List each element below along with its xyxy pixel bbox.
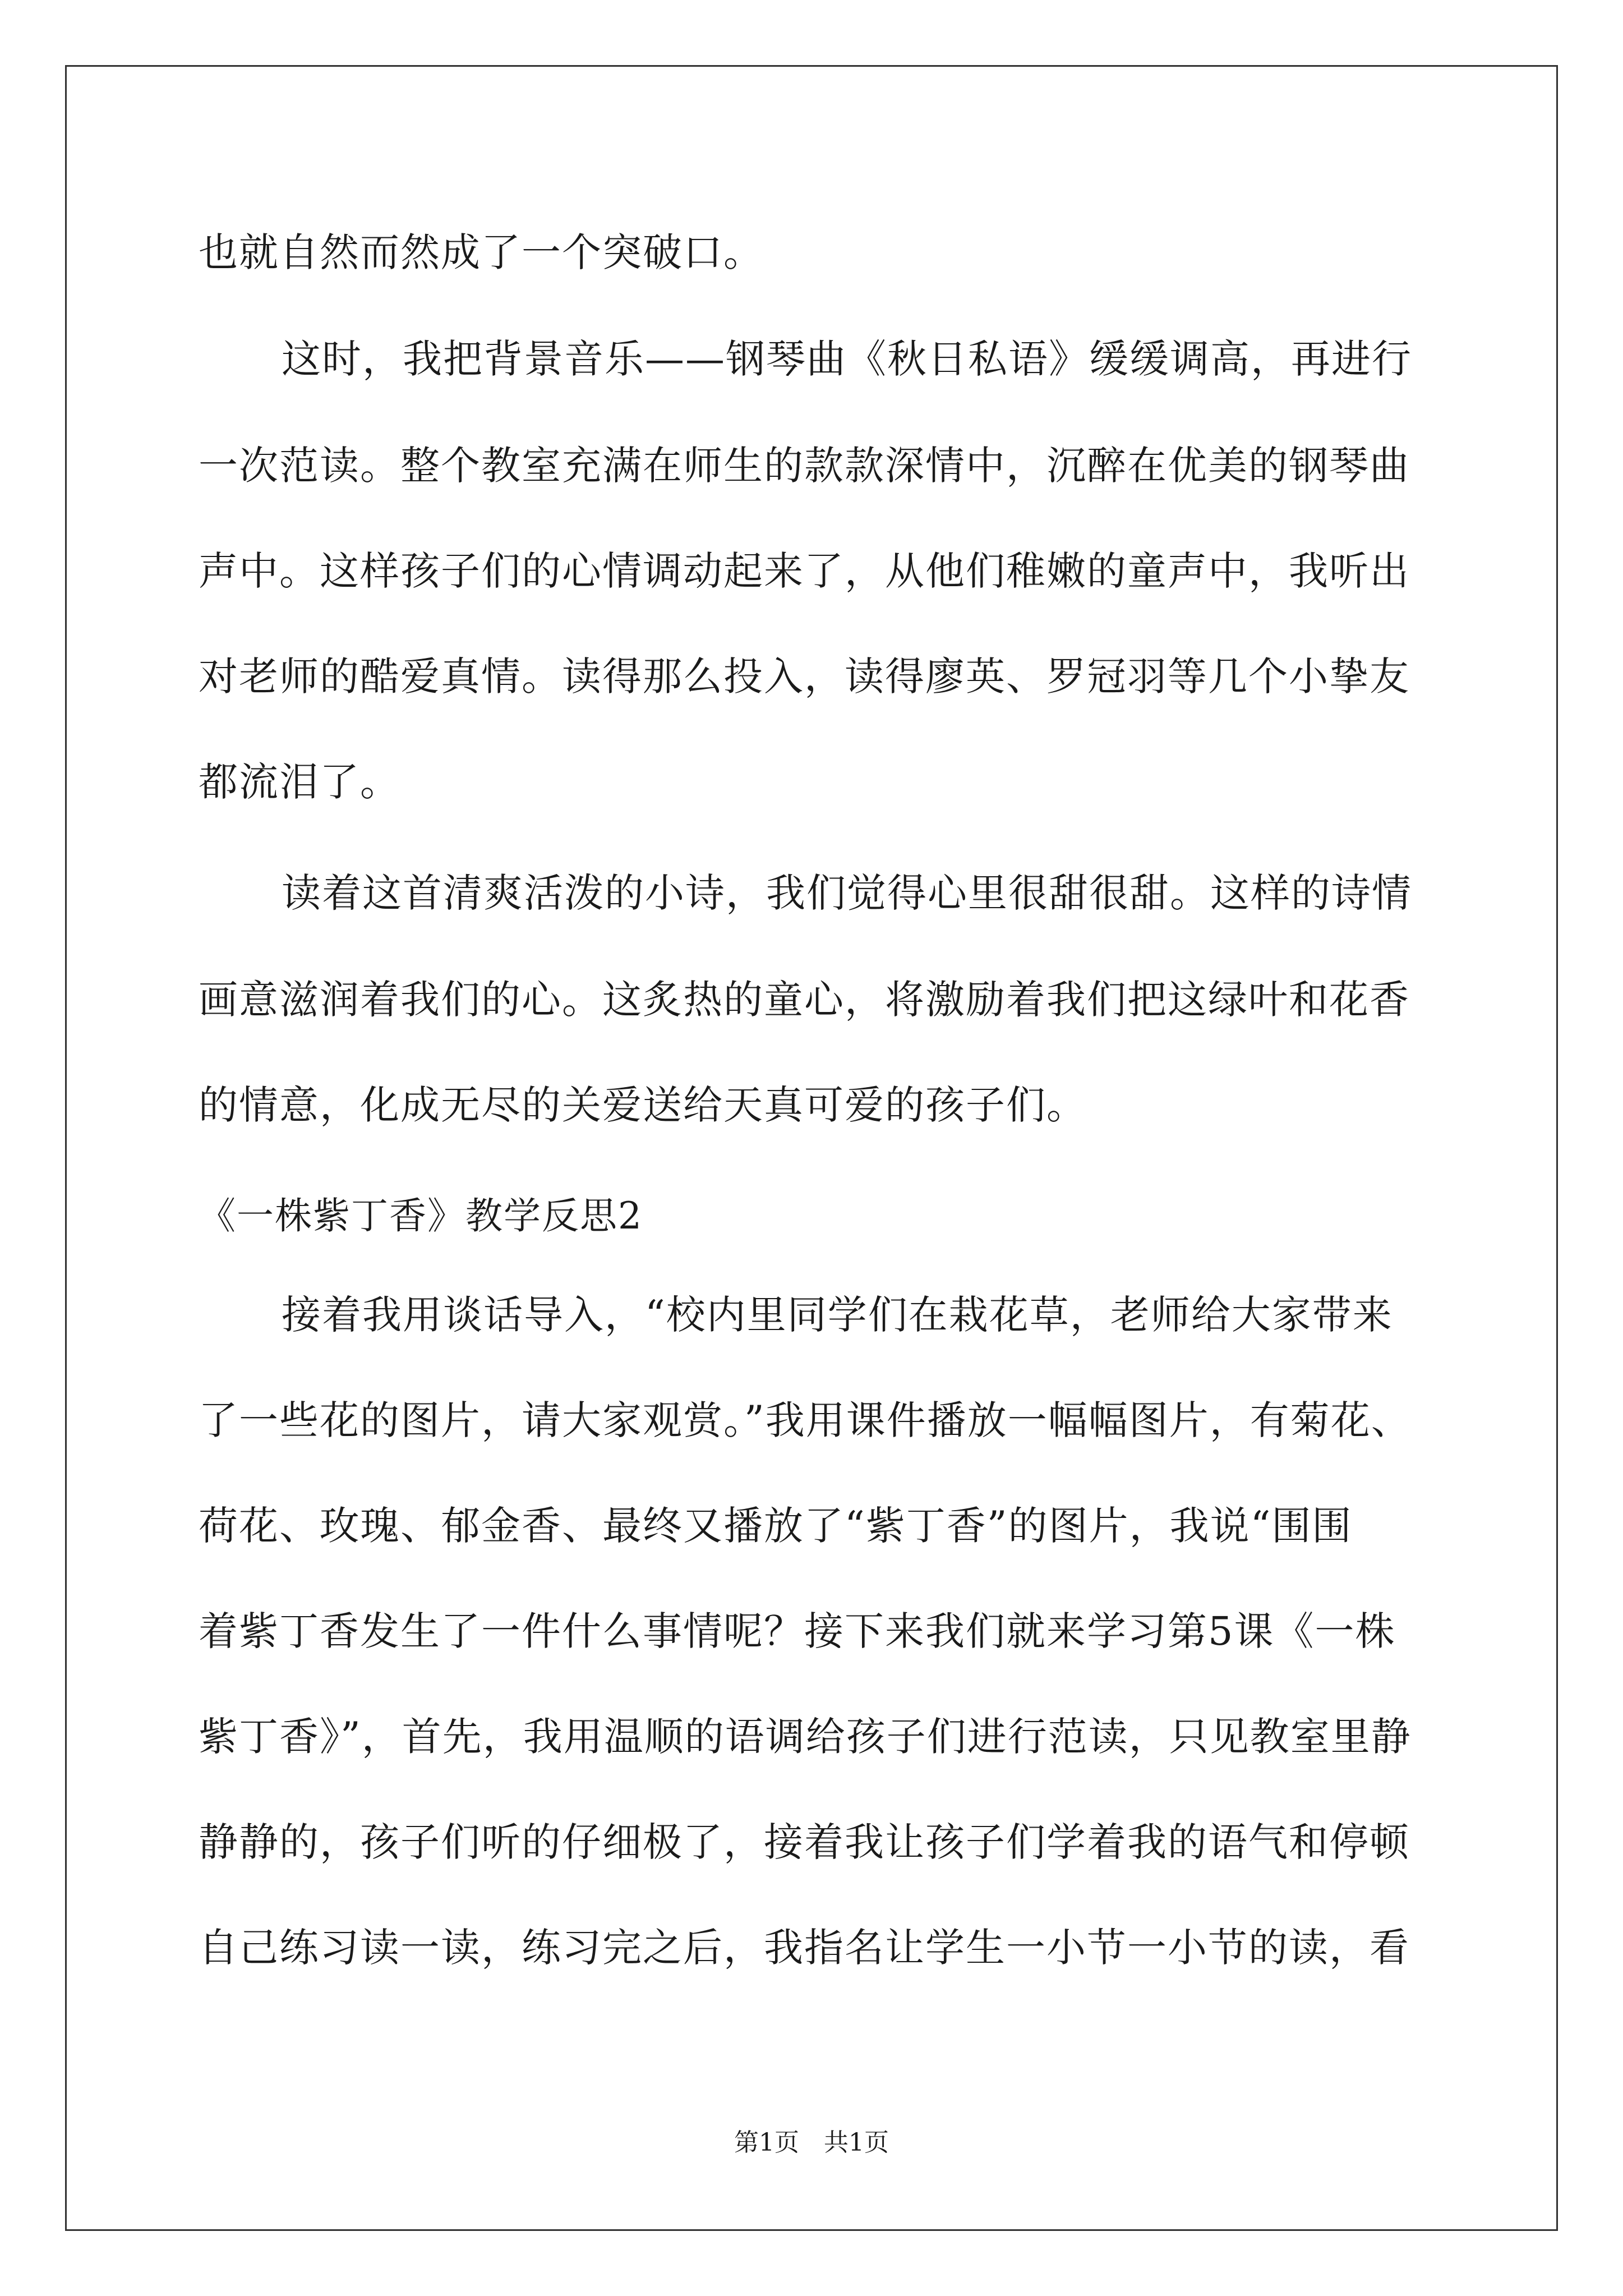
paragraph-music-line-4: 对老师的酷爱真情。读得那么投入，读得廖英、罗冠羽等几个小挚友 xyxy=(199,654,1410,700)
paragraph-music-line-2: 一次范读。整个教室充满在师生的款款深情中，沉醉在优美的钢琴曲 xyxy=(199,443,1410,489)
paragraph-intro-line-3: 荷花、玫瑰、郁金香、最终又播放了“紫丁香”的图片，我说“围围 xyxy=(199,1503,1353,1549)
page-number-footer: 第1页 共1页 xyxy=(734,2128,889,2157)
paragraph-intro-line-2: 了一些花的图片，请大家观赏。”我用课件播放一幅幅图片，有菊花、 xyxy=(199,1397,1412,1443)
paragraph-intro-line-7: 自己练习读一读，练习完之后，我指名让学生一小节一小节的读，看 xyxy=(199,1925,1410,1971)
paragraph-intro-line-4: 着紫丁香发生了一件什么事情呢？接下来我们就来学习第5课《一株 xyxy=(199,1608,1396,1654)
paragraph-music-line-5: 都流泪了。 xyxy=(199,759,400,805)
section-title: 《一株紫丁香》教学反思2 xyxy=(199,1194,643,1237)
paragraph-intro-line-1: 接着我用谈话导入，“校内里同学们在栽花草，老师给大家带来 xyxy=(282,1292,1393,1338)
paragraph-intro-line-5: 紫丁香》”，首先，我用温顺的语调给孩子们进行范读，只见教室里静 xyxy=(199,1714,1412,1760)
paragraph-music-line-1: 这时，我把背景音乐——钢琴曲《秋日私语》缓缓调高，再进行 xyxy=(282,336,1412,382)
paragraph-poem-line-1: 读着这首清爽活泼的小诗，我们觉得心里很甜很甜。这样的诗情 xyxy=(282,870,1412,916)
paragraph-intro-line-6: 静静的，孩子们听的仔细极了，接着我让孩子们学着我的语气和停顿 xyxy=(199,1819,1410,1865)
paragraph-poem-line-2: 画意滋润着我们的心。这炙热的童心，将激励着我们把这绿叶和花香 xyxy=(199,977,1410,1023)
paragraph-top-line-1: 也就自然而然成了一个突破口。 xyxy=(199,229,764,275)
paragraph-poem-line-3: 的情意，化成无尽的关爱送给天真可爱的孩子们。 xyxy=(199,1082,1087,1128)
paragraph-music-line-3: 声中。这样孩子们的心情调动起来了，从他们稚嫩的童声中，我听出 xyxy=(199,548,1410,594)
page-border xyxy=(65,65,1558,2231)
